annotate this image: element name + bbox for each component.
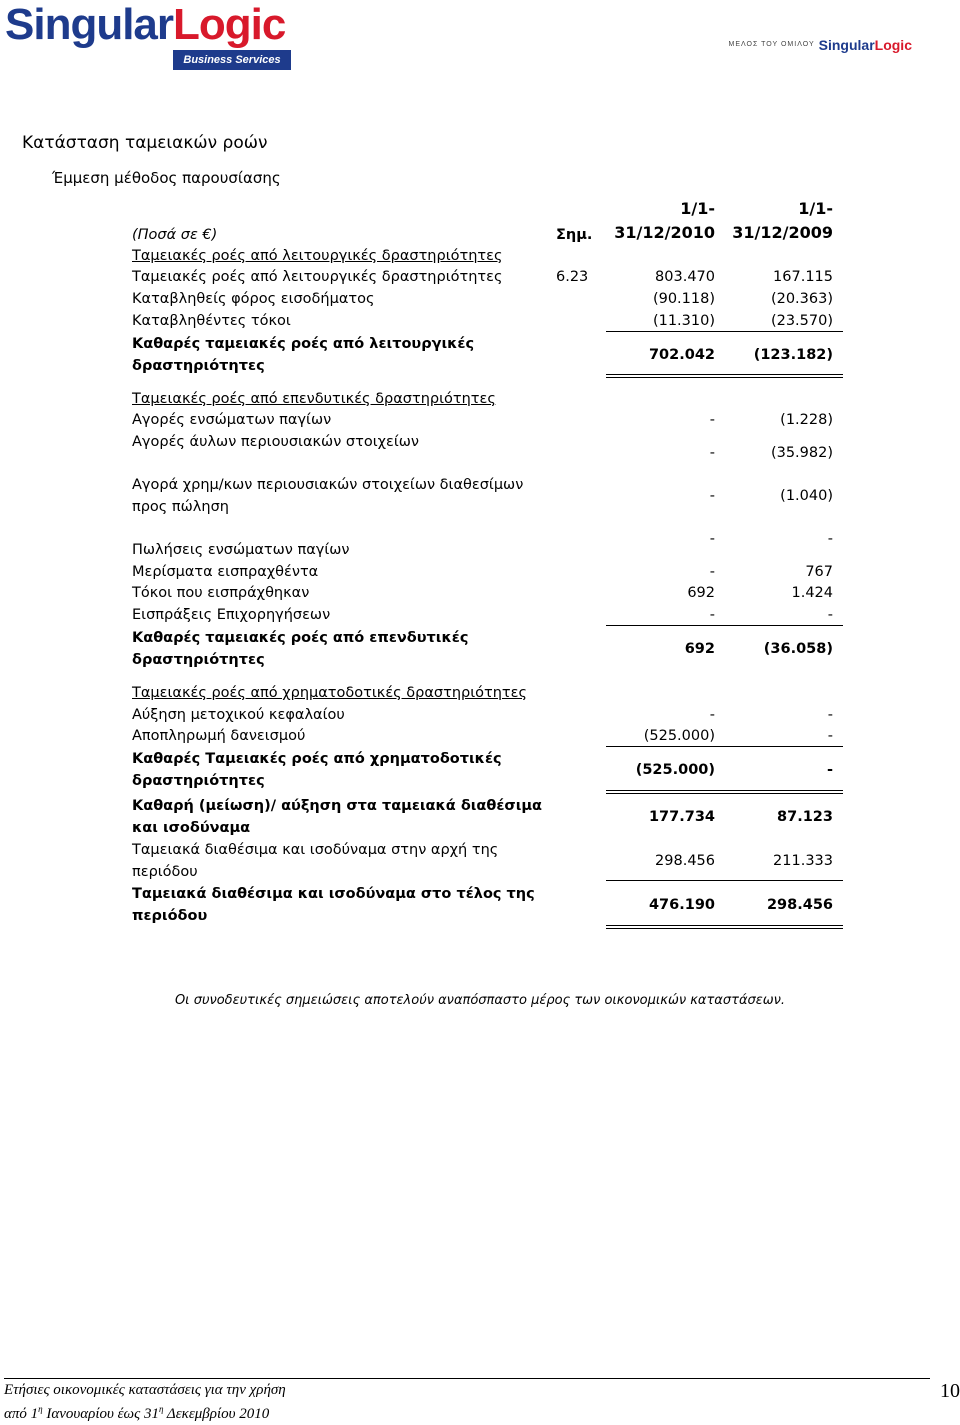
row-value-2009: 167.115 bbox=[773, 269, 833, 285]
total-label-cont: δραστηριότητες bbox=[132, 652, 265, 668]
row-label: Αύξηση μετοχικού κεφαλαίου bbox=[132, 707, 345, 723]
net-change-label-cont: και ισοδύναμα bbox=[132, 820, 251, 836]
net-change-2010: 177.734 bbox=[648, 809, 715, 825]
net-change-label: Καθαρή (μείωση)/ αύξηση στα ταμειακά διαθέσιμα bbox=[132, 798, 543, 814]
logo-subtitle: Business Services bbox=[173, 50, 291, 70]
row-label: Εισπράξεις Επιχορηγήσεων bbox=[132, 607, 331, 623]
member-brand: SingularLogic bbox=[818, 36, 912, 53]
row-label: Αποπληρωμή δανεισμού bbox=[132, 728, 306, 744]
row-label: Τόκοι που εισπράχθηκαν bbox=[132, 585, 310, 601]
total-label-cont: δραστηριότητες bbox=[132, 358, 265, 374]
begin-cash-label-cont: περιόδου bbox=[132, 864, 198, 880]
end-cash-2009: 298.456 bbox=[766, 897, 833, 913]
row-value-2009: - bbox=[827, 707, 833, 723]
row-value-2009: (1.040) bbox=[780, 488, 833, 504]
end-cash-2010: 476.190 bbox=[648, 897, 715, 913]
subtotal-rule bbox=[606, 880, 843, 881]
row-value-2010: - bbox=[709, 445, 715, 461]
row-value-2009: - bbox=[827, 728, 833, 744]
row-value-2009: 767 bbox=[805, 564, 833, 580]
group-member-logo bbox=[729, 36, 912, 54]
total-value-2009: - bbox=[826, 762, 833, 778]
total-label-cont: δραστηριότητες bbox=[132, 773, 265, 789]
total-value-2010: 702.042 bbox=[648, 347, 715, 363]
row-value-2010: (90.118) bbox=[652, 291, 715, 307]
subtotal-rule bbox=[606, 746, 843, 747]
row-value-2009: - bbox=[827, 607, 833, 623]
company-logo bbox=[5, 0, 290, 72]
col-head-top-2: 1/1- bbox=[798, 199, 833, 218]
row-value-2010: (525.000) bbox=[643, 728, 715, 744]
page-title: Κατάσταση ταμειακών ροών bbox=[22, 133, 268, 153]
page-number: 10 bbox=[940, 1380, 960, 1402]
total-value-2009: (36.058) bbox=[763, 641, 833, 657]
row-value-2010: 692 bbox=[687, 585, 715, 601]
accompanying-notes-text: Οι συνοδευτικές σημειώσεις αποτελούν αναπόσπαστο μέρος των οικονομικών καταστάσεων. bbox=[174, 993, 786, 1008]
row-label: Μερίσματα εισπραχθέντα bbox=[132, 564, 319, 580]
col-head-top-1: 1/1- bbox=[680, 199, 715, 218]
row-label: Πωλήσεις ενσώματων παγίων bbox=[132, 542, 350, 558]
total-value-2010: 692 bbox=[684, 641, 715, 657]
total-double-rule bbox=[606, 925, 843, 929]
row-value-2009: 1.424 bbox=[791, 585, 833, 601]
row-value-2009: (1.228) bbox=[780, 412, 833, 428]
col-head-1: 31/12/2010 bbox=[614, 223, 715, 242]
section-heading-financing: Ταμειακές ροές από χρηματοδοτικές δραστηριότητες bbox=[132, 685, 528, 701]
logo-wordmark: SingularLogic bbox=[5, 0, 286, 49]
row-label: Αγορές ενσώματων παγίων bbox=[132, 412, 332, 428]
subtotal-rule bbox=[606, 625, 843, 626]
total-label: Καθαρές ταμειακές ροές από επενδυτικές bbox=[132, 630, 469, 646]
begin-cash-label: Ταμειακά διαθέσιμα και ισοδύναμα στην αρχή της bbox=[132, 842, 499, 858]
footer-rule bbox=[4, 1378, 930, 1379]
page-subtitle: Έμμεση μέθοδος παρουσίασης bbox=[52, 169, 281, 187]
row-label: Αγορά χρημ/κων περιουσιακών στοιχείων διαθεσίμων bbox=[132, 477, 524, 493]
end-cash-label: Ταμειακά διαθέσιμα και ισοδύναμα στο τέλος της bbox=[132, 886, 535, 902]
begin-cash-2010: 298.456 bbox=[655, 853, 715, 869]
row-value-2010: (11.310) bbox=[652, 313, 715, 329]
row-label: Καταβληθείς φόρος εισοδήματος bbox=[132, 291, 375, 307]
row-value-2009: - bbox=[827, 531, 833, 547]
net-change-2009: 87.123 bbox=[777, 809, 833, 825]
total-value-2010: (525.000) bbox=[635, 762, 715, 778]
section-heading-investing: Ταμειακές ροές από επενδυτικές δραστηριότητες bbox=[132, 391, 496, 407]
section-heading-operating: Ταμειακές ροές από λειτουργικές δραστηριότητες bbox=[132, 248, 503, 264]
row-label: Αγορές άυλων περιουσιακών στοιχείων bbox=[132, 434, 419, 450]
row-value-2010: - bbox=[709, 707, 715, 723]
row-value-2010: - bbox=[709, 531, 715, 547]
row-value-2010: - bbox=[709, 488, 715, 504]
row-value-2010: - bbox=[709, 607, 715, 623]
note-header: Σημ. bbox=[556, 227, 593, 243]
row-value-2009: (20.363) bbox=[770, 291, 833, 307]
footer-line-2: από $1^\eta$ Ιανουαρίου έως $31^\eta$ Δεκεμβρίου 2010 bbox=[4, 1404, 270, 1422]
row-value-2009: (23.570) bbox=[770, 313, 833, 329]
row-label-cont: προς πώληση bbox=[132, 499, 229, 515]
row-note: 6.23 bbox=[556, 269, 589, 285]
total-label: Καθαρές ταμειακές ροές από λειτουργικές bbox=[132, 336, 475, 352]
row-value-2010: - bbox=[709, 564, 715, 580]
row-label: Ταμειακές ροές από λειτουργικές δραστηριότητες bbox=[132, 269, 503, 285]
row-value-2010: 803.470 bbox=[655, 269, 715, 285]
begin-cash-2009: 211.333 bbox=[773, 853, 833, 869]
total-label: Καθαρές Ταμειακές ροές από χρηματοδοτικές bbox=[132, 751, 502, 767]
total-double-rule bbox=[606, 374, 843, 378]
footer-line-1: Ετήσιες οικονομικές καταστάσεις για την χρήση bbox=[4, 1382, 286, 1398]
total-value-2009: (123.182) bbox=[753, 347, 833, 363]
row-value-2009: (35.982) bbox=[770, 445, 833, 461]
col-head-2: 31/12/2009 bbox=[732, 223, 833, 242]
row-value-2010: - bbox=[709, 412, 715, 428]
member-text: ΜΕΛΟΣ ΤΟΥ ΟΜΙΛΟΥ bbox=[728, 41, 815, 49]
subtotal-rule bbox=[606, 331, 843, 332]
amounts-label: (Ποσά σε €) bbox=[132, 227, 218, 243]
end-cash-label-cont: περιόδου bbox=[132, 908, 208, 924]
row-label: Καταβληθέντες τόκοι bbox=[132, 313, 291, 329]
total-double-rule bbox=[606, 790, 843, 794]
